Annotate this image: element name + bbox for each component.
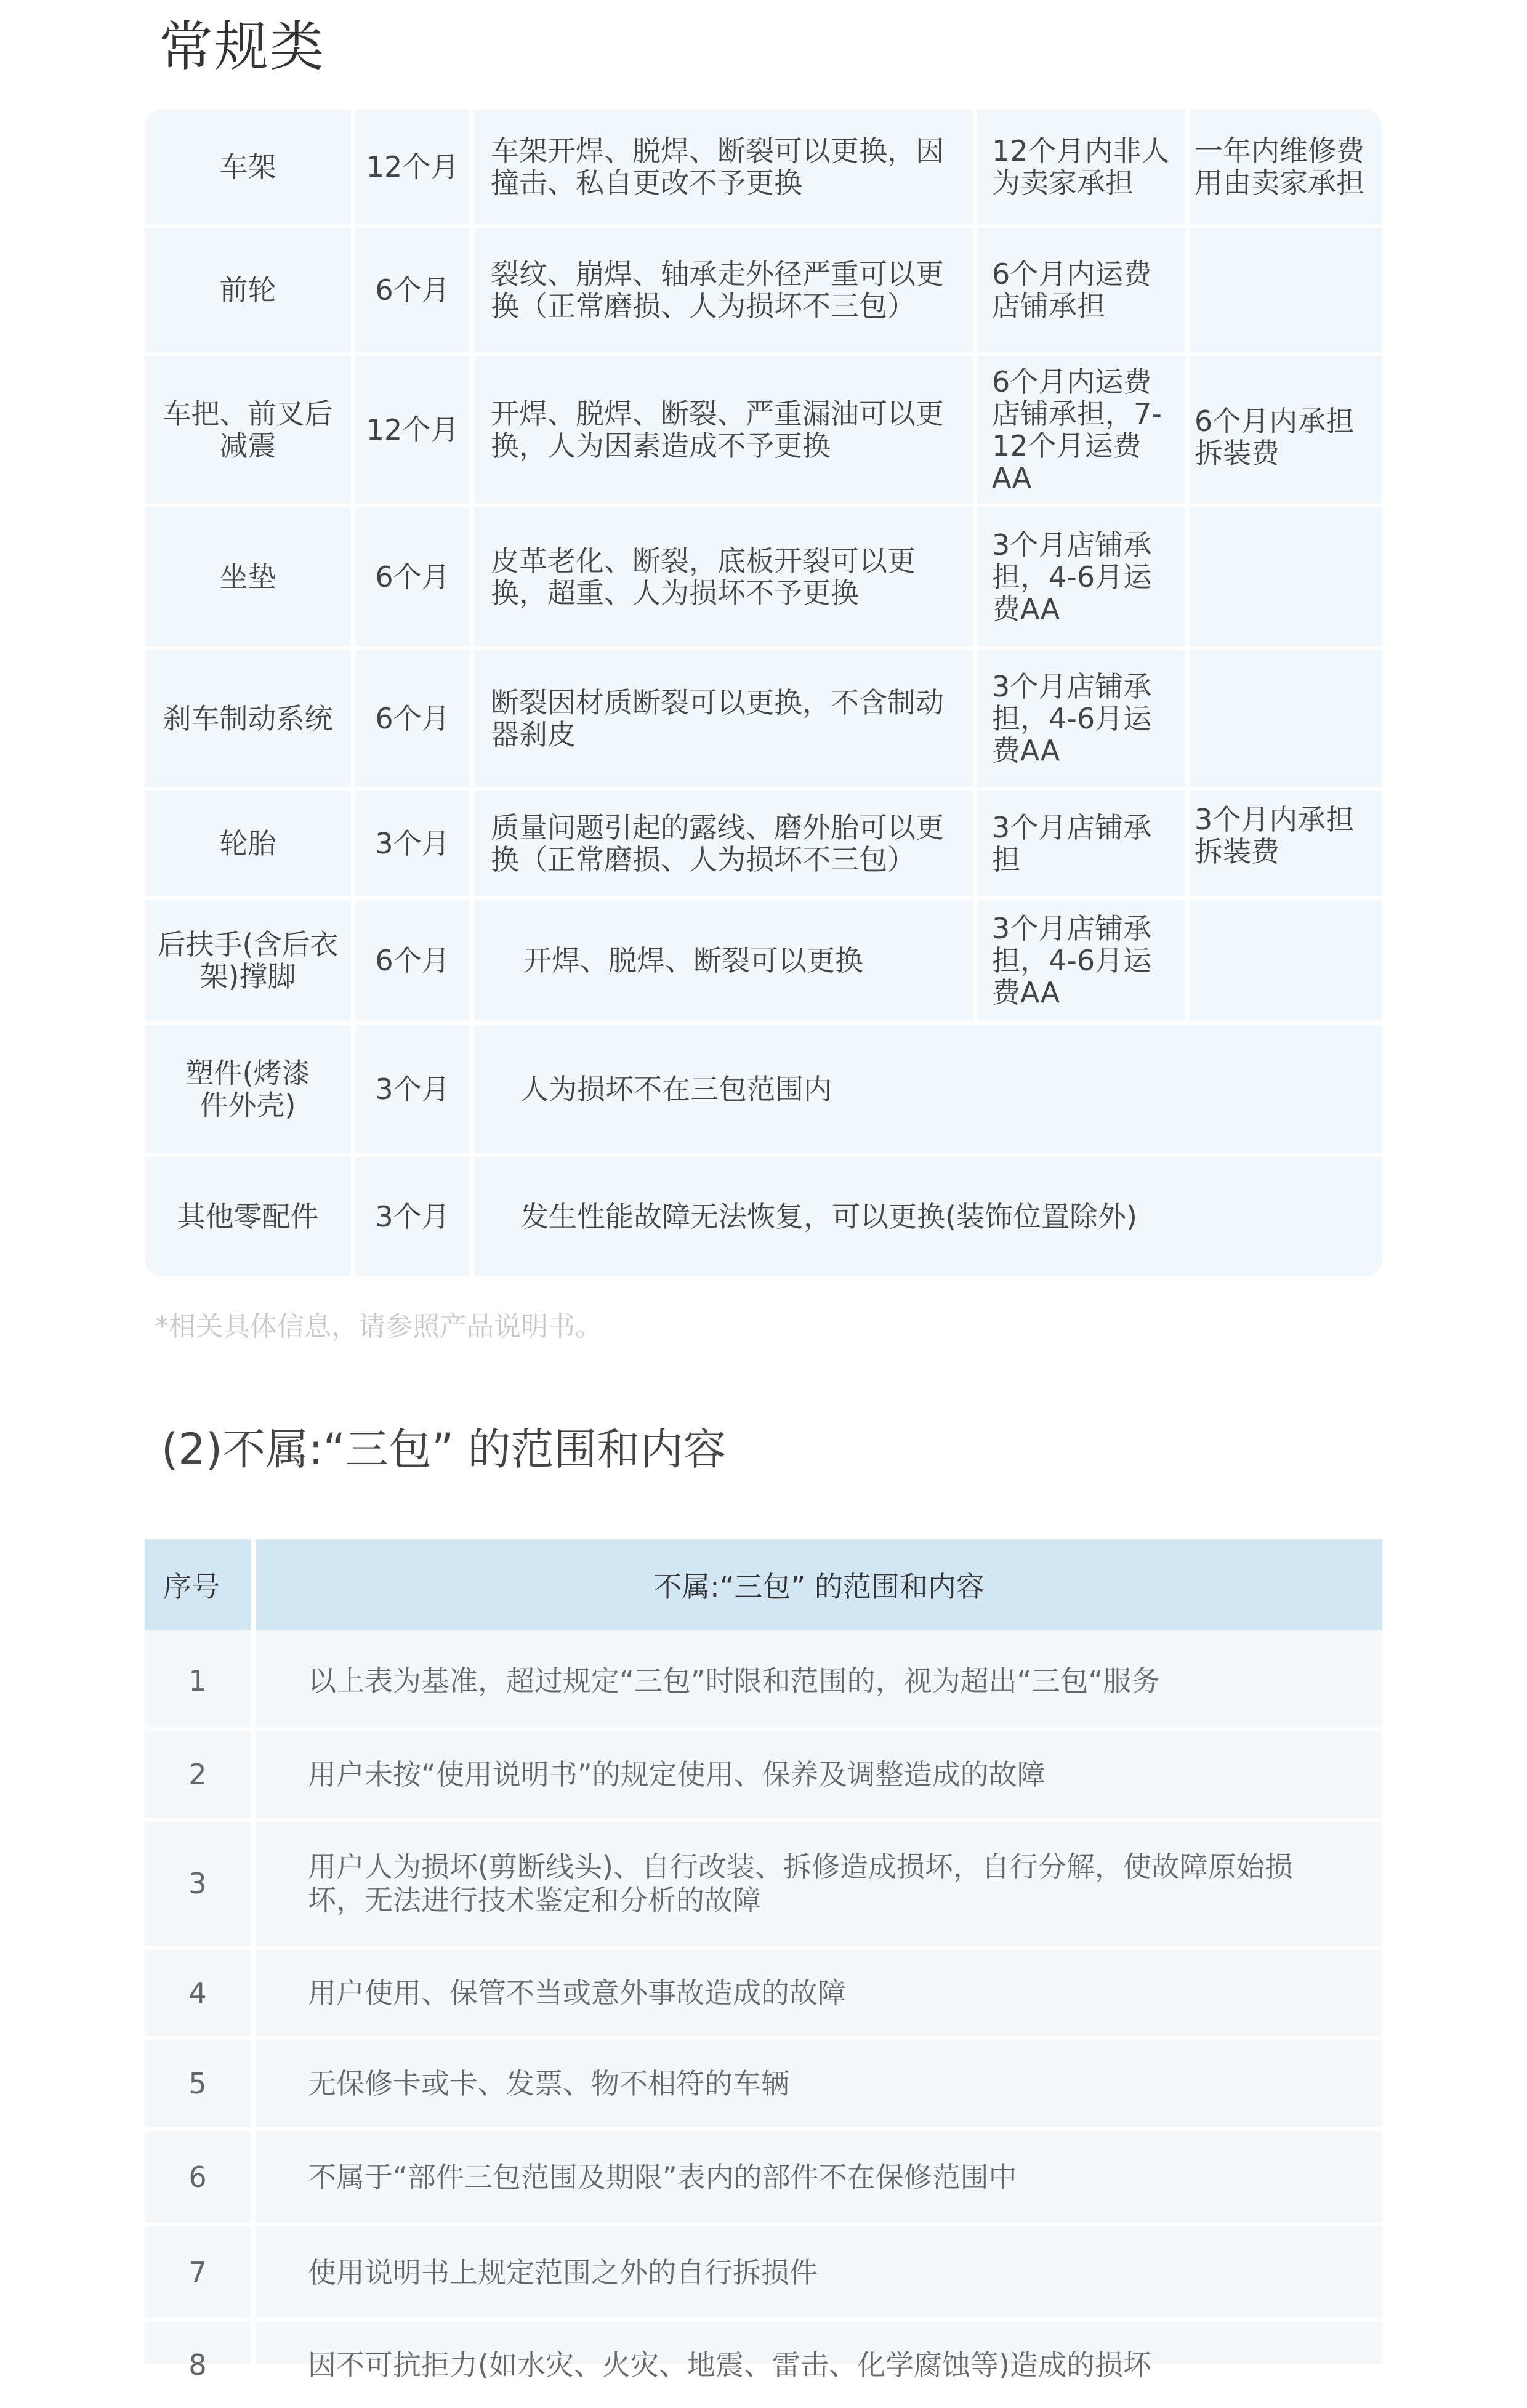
warranty-period: 6个月 xyxy=(375,273,450,307)
row-text: 以上表为基准，超过规定“三包”时限和范围的，视为超出“三包“服务 xyxy=(308,1664,1160,1697)
replacement-terms: 裂纹、崩焊、轴承走外径严重可以更换（正常磨损、人为损坏不三包） xyxy=(491,257,944,323)
row-text: 用户使用、保管不当或意外事故造成的故障 xyxy=(308,1976,846,2010)
part-name: 塑件(烤漆件外壳) xyxy=(185,1056,310,1122)
part-name: 刹车制动系统 xyxy=(163,702,333,735)
row-number: 7 xyxy=(188,2255,207,2289)
shipping-cost: 6个月内运费店铺承担 xyxy=(992,257,1152,323)
shipping-cost: 3个月店铺承担，4-6月运费AA xyxy=(992,528,1152,626)
shipping-cost: 3个月店铺承担，4-6月运费AA xyxy=(992,912,1152,1009)
replacement-terms: 开焊、脱焊、断裂、严重漏油可以更换，人为因素造成不予更换 xyxy=(491,397,944,462)
warranty-period: 12个月 xyxy=(366,413,459,446)
shipping-cost: 3个月店铺承担 xyxy=(992,811,1152,876)
exclusions-table xyxy=(145,1539,1382,2382)
install-fee-cell: 3个月内承担拆装费 xyxy=(1195,803,1355,868)
replacement-terms: 皮革老化、断裂，底板开裂可以更换，超重、人为损坏不予更换 xyxy=(491,544,916,610)
part-name: 轮胎 xyxy=(219,827,276,860)
part-name: 前轮 xyxy=(219,273,276,307)
replacement-terms: 人为损坏不在三包范围内 xyxy=(520,1072,832,1106)
table-row xyxy=(145,1949,1382,2036)
header-content: 不属:“三包” 的范围和内容 xyxy=(653,1570,985,1603)
table-row xyxy=(145,1731,1382,1818)
replacement-terms: 质量问题引起的露线、磨外胎可以更换（正常磨损、人为损坏不三包） xyxy=(491,811,944,876)
warranty-table xyxy=(145,110,1382,1276)
table-row xyxy=(145,1821,1382,1946)
install-fee-cell: 6个月内承担拆装费 xyxy=(1195,405,1355,470)
row-text: 用户未按“使用说明书”的规定使用、保养及调整造成的故障 xyxy=(308,1757,1046,1791)
row-text: 因不可抗拒力(如水灾、火灾、地震、雷击、化学腐蚀等)造成的损坏 xyxy=(308,2348,1151,2382)
replacement-terms: 开焊、脱焊、断裂可以更换 xyxy=(523,944,863,977)
row-text: 无保修卡或卡、发票、物不相符的车辆 xyxy=(308,2067,789,2100)
install-fee-cell: 一年内维修费用由卖家承担 xyxy=(1195,134,1364,199)
header-number: 序号 xyxy=(163,1570,220,1603)
replacement-terms: 发生性能故障无法恢复，可以更换(装饰位置除外) xyxy=(520,1200,1137,1233)
table-row xyxy=(145,1157,1382,1276)
part-name: 车架 xyxy=(219,150,276,183)
footnote: *相关具体信息，请参照产品说明书。 xyxy=(155,1311,602,1342)
part-name: 坐垫 xyxy=(219,560,276,594)
row-text: 用户人为损坏(剪断线头)、自行改装、拆修造成损坏，自行分解，使故障原始损坏，无法进行技术鉴定和分析的故障 xyxy=(308,1850,1293,1917)
table-row xyxy=(145,1634,1382,1727)
table-row xyxy=(145,2226,1382,2318)
table-row xyxy=(145,2040,1382,2127)
replacement-terms: 车架开焊、脱焊、断裂可以更换，因撞击、私自更改不予更换 xyxy=(491,134,944,199)
row-number: 2 xyxy=(188,1757,207,1791)
warranty-period: 6个月 xyxy=(375,702,450,735)
table-row xyxy=(145,2322,1382,2408)
part-name: 其他零配件 xyxy=(177,1200,319,1233)
row-number: 4 xyxy=(188,1976,207,2010)
shipping-cost: 3个月店铺承担，4-6月运费AA xyxy=(992,670,1152,767)
table-row xyxy=(145,1025,1382,1153)
table-row xyxy=(145,2131,1382,2223)
warranty-period: 12个月 xyxy=(366,150,459,183)
shipping-cost: 12个月内非人为卖家承担 xyxy=(992,134,1170,199)
shipping-cost: 6个月内运费店铺承担，7-12个月运费AA xyxy=(992,365,1162,494)
table-header xyxy=(145,1539,1382,1630)
row-number: 8 xyxy=(188,2348,207,2382)
warranty-period: 6个月 xyxy=(375,944,450,977)
warranty-period: 6个月 xyxy=(375,560,450,594)
warranty-period: 3个月 xyxy=(375,1072,450,1106)
replacement-terms: 断裂因材质断裂可以更换，不含制动器刹皮 xyxy=(491,686,944,751)
warranty-period: 3个月 xyxy=(375,1200,450,1233)
subsection-title: (2)不属:“三包” 的范围和内容 xyxy=(161,1424,727,1475)
part-name: 后扶手(含后衣架)撑脚 xyxy=(157,928,339,993)
row-text: 使用说明书上规定范围之外的自行拆损件 xyxy=(308,2255,818,2289)
row-number: 6 xyxy=(188,2160,207,2194)
part-name: 车把、前叉后减震 xyxy=(163,397,333,462)
warranty-period: 3个月 xyxy=(375,827,450,860)
row-number: 5 xyxy=(188,2067,207,2100)
row-number: 3 xyxy=(188,1867,207,1900)
row-text: 不属于“部件三包范围及期限”表内的部件不在保修范围中 xyxy=(308,2160,1017,2194)
row-number: 1 xyxy=(188,1664,207,1697)
section-title: 常规类 xyxy=(159,15,326,78)
